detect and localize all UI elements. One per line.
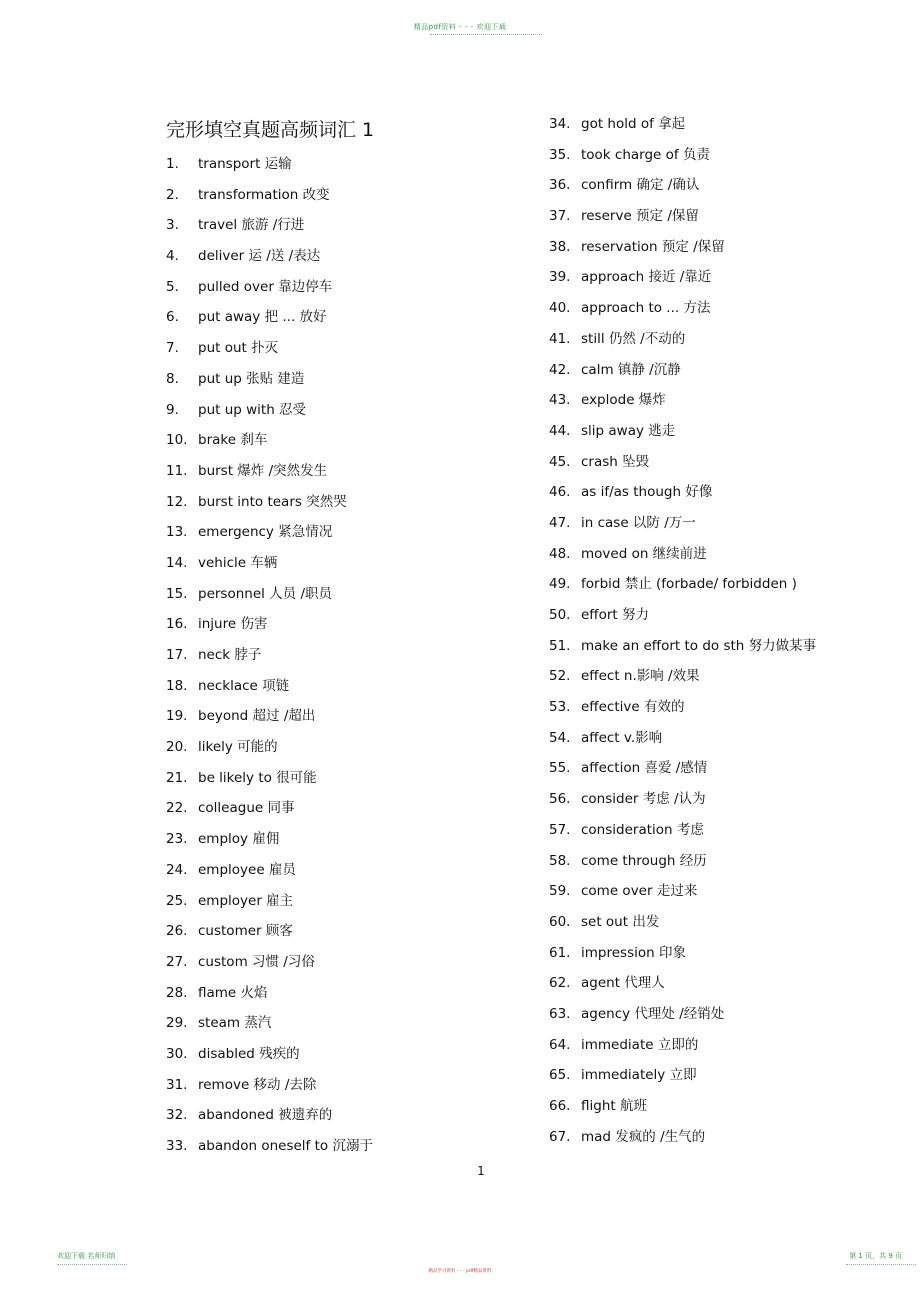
vocab-entry	[549, 851, 816, 882]
entry-number: 54.	[549, 729, 571, 746]
entry-text: crash 坠毁	[581, 453, 650, 470]
entry-number: 57.	[549, 821, 571, 838]
entry-text: explode 爆炸	[581, 392, 666, 409]
entry-text: forbid 禁止 (forbade/ forbidden )	[581, 576, 797, 593]
entry-text: mad 发疯的 /生气的	[581, 1128, 706, 1145]
entry-number: 62.	[549, 975, 571, 992]
entry-text: steam 蒸汽	[198, 1015, 272, 1032]
entry-text: abandon oneself to 沉溺于	[198, 1138, 373, 1154]
entry-text: put up with 忍受	[198, 401, 307, 418]
vocab-entry	[549, 605, 816, 636]
entry-number: 37.	[549, 208, 571, 225]
vocab-entry	[166, 522, 373, 553]
vocab-entry	[549, 482, 816, 513]
entry-number: 25.	[166, 892, 188, 909]
vocab-entry	[549, 267, 816, 298]
entry-number: 63.	[549, 1005, 571, 1022]
entry-number: 24.	[166, 861, 188, 878]
entry-number: 8.	[166, 370, 179, 387]
entry-number: 5.	[166, 278, 179, 295]
entry-text: transport 运输	[198, 156, 292, 172]
entry-text: affection 喜爱 /感情	[581, 760, 708, 777]
entry-number: 3.	[166, 217, 179, 234]
vocab-entry	[166, 676, 373, 707]
entry-text: likely 可能的	[198, 739, 278, 756]
vocab-entry	[549, 329, 816, 360]
vocab-entry	[549, 574, 816, 605]
vocab-entry	[166, 891, 373, 922]
entry-number: 50.	[549, 607, 571, 623]
entry-text: immediate 立即的	[581, 1036, 699, 1053]
entry-number: 43.	[549, 392, 571, 409]
vocab-entry	[549, 1065, 816, 1096]
entry-number: 34.	[549, 116, 571, 132]
vocab-entry	[549, 728, 816, 759]
entry-number: 9.	[166, 401, 179, 418]
vocab-entry	[166, 645, 373, 676]
entry-number: 21.	[166, 769, 188, 786]
vocab-entry	[549, 544, 816, 575]
entry-number: 40.	[549, 300, 571, 317]
entry-number: 22.	[166, 800, 188, 817]
entry-text: slip away 逃走	[581, 422, 676, 439]
entry-number: 42.	[549, 361, 571, 378]
vocab-entry	[166, 185, 373, 216]
vocab-entry	[166, 154, 373, 185]
entry-number: 39.	[549, 269, 571, 286]
entry-text: took charge of 负责	[581, 146, 710, 163]
vocab-entry	[549, 360, 816, 391]
entry-text: affect v.影响	[581, 729, 663, 746]
vocab-entry	[549, 175, 816, 206]
vocab-entry	[549, 1096, 816, 1127]
header-watermark: 精品pdf资料 - - - 欢迎下载	[413, 23, 507, 31]
entry-number: 14.	[166, 554, 188, 571]
entry-text: effect n.影响 /效果	[581, 668, 700, 685]
entry-text: necklace 项链	[198, 677, 290, 694]
entry-number: 48.	[549, 545, 571, 562]
entry-text: agency 代理处 /经销处	[581, 1005, 725, 1022]
entry-number: 35.	[549, 146, 571, 163]
entry-text: brake 刹车	[198, 432, 268, 449]
vocab-entry	[166, 492, 373, 523]
vocab-entry	[166, 798, 373, 829]
vocab-entry	[166, 921, 373, 952]
entry-text: emergency 紧急情况	[198, 524, 333, 541]
vocab-entry	[166, 1105, 373, 1136]
vocab-entry	[166, 1136, 373, 1167]
entry-text: burst into tears 突然哭	[198, 493, 347, 510]
vocab-list-right	[549, 114, 816, 1157]
vocab-entry	[549, 758, 816, 789]
vocab-entry	[166, 1013, 373, 1044]
vocab-entry	[549, 666, 816, 697]
entry-text: put out 扑灭	[198, 340, 279, 357]
entry-number: 44.	[549, 422, 571, 439]
vocab-entry	[549, 390, 816, 421]
entry-text: colleague 同事	[198, 800, 295, 817]
entry-number: 31.	[166, 1076, 188, 1093]
vocab-entry	[549, 206, 816, 237]
entry-text: come over 走过来	[581, 883, 698, 900]
entry-text: immediately 立即	[581, 1067, 697, 1084]
entry-text: employee 雇员	[198, 861, 296, 878]
vocab-entry	[549, 513, 816, 544]
page-number: 1	[477, 1164, 485, 1178]
vocab-entry	[549, 145, 816, 176]
entry-number: 29.	[166, 1015, 188, 1032]
entry-number: 64.	[549, 1036, 571, 1053]
entry-text: moved on 继续前进	[581, 545, 707, 562]
entry-number: 47.	[549, 514, 571, 531]
entry-number: 17.	[166, 647, 188, 663]
entry-number: 1.	[166, 156, 179, 172]
entry-number: 2.	[166, 186, 179, 203]
entry-text: personnel 人员 /职员	[198, 585, 333, 602]
entry-text: beyond 超过 /超出	[198, 708, 316, 725]
entry-text: travel 旅游 /行进	[198, 217, 305, 234]
entry-text: customer 顾客	[198, 923, 293, 940]
entry-text: impression 印象	[581, 944, 686, 961]
entry-number: 52.	[549, 668, 571, 685]
vocab-entry	[166, 369, 373, 400]
entry-number: 16.	[166, 616, 188, 633]
entry-number: 60.	[549, 913, 571, 930]
entry-text: burst 爆炸 /突然发生	[198, 462, 328, 479]
entry-text: consider 考虑 /认为	[581, 791, 706, 808]
entry-text: reservation 预定 /保留	[581, 238, 725, 255]
vocab-entry	[166, 553, 373, 584]
entry-text: put away 把 ... 放好	[198, 309, 327, 326]
vocab-entry	[549, 973, 816, 1004]
entry-text: flame 火焰	[198, 984, 268, 1001]
footer-center-watermark: 精品学习资料 - - - pdf精品资料	[428, 1269, 492, 1274]
entry-text: approach to ... 方法	[581, 300, 711, 317]
vocab-entry	[166, 706, 373, 737]
vocab-entry	[549, 1127, 816, 1158]
footer-left-watermark: 欢迎下载 名师归纳	[57, 1252, 116, 1260]
vocab-entry	[549, 820, 816, 851]
vocab-entry	[166, 215, 373, 246]
entry-number: 30.	[166, 1045, 188, 1062]
entry-text: still 仍然 /不动的	[581, 330, 686, 347]
entry-text: transformation 改变	[198, 186, 330, 203]
entry-number: 55.	[549, 760, 571, 777]
entry-text: abandoned 被遗弃的	[198, 1107, 333, 1124]
vocab-entry	[549, 881, 816, 912]
vocab-entry	[166, 338, 373, 369]
vocab-entry	[549, 1035, 816, 1066]
vocab-entry	[166, 461, 373, 492]
entry-text: calm 镇静 /沉静	[581, 361, 681, 378]
entry-number: 32.	[166, 1107, 188, 1124]
vocab-entry	[549, 943, 816, 974]
entry-number: 13.	[166, 524, 188, 541]
entry-number: 18.	[166, 677, 188, 694]
entry-text: neck 脖子	[198, 647, 262, 663]
vocab-entry	[549, 114, 816, 145]
entry-number: 19.	[166, 708, 188, 725]
entry-text: confirm 确定 /确认	[581, 177, 700, 194]
entry-text: disabled 残疾的	[198, 1045, 300, 1062]
vocab-entry	[166, 1075, 373, 1106]
entry-text: got hold of 拿起	[581, 116, 686, 132]
entry-text: custom 习惯 /习俗	[198, 953, 315, 970]
vocab-entry	[166, 614, 373, 645]
vocab-entry	[549, 912, 816, 943]
entry-text: effort 努力	[581, 607, 650, 623]
vocab-entry	[166, 430, 373, 461]
entry-number: 27.	[166, 953, 188, 970]
vocab-entry	[549, 697, 816, 728]
vocab-entry	[549, 298, 816, 329]
entry-number: 59.	[549, 883, 571, 900]
vocab-entry	[549, 421, 816, 452]
entry-text: reserve 预定 /保留	[581, 208, 699, 225]
vocab-entry	[166, 829, 373, 860]
entry-text: make an effort to do sth 努力做某事	[581, 637, 817, 654]
entry-text: employ 雇佣	[198, 831, 280, 848]
entry-number: 51.	[549, 637, 571, 654]
entry-text: consideration 考虑	[581, 821, 704, 838]
entry-number: 65.	[549, 1067, 571, 1084]
vocab-entry	[166, 277, 373, 308]
vocab-entry	[166, 584, 373, 615]
entry-text: come through 经历	[581, 852, 707, 869]
vocab-entry	[166, 860, 373, 891]
entry-number: 46.	[549, 484, 571, 501]
entry-text: approach 接近 /靠近	[581, 269, 712, 286]
entry-number: 4.	[166, 248, 179, 265]
entry-number: 49.	[549, 576, 571, 593]
vocab-entry	[166, 400, 373, 431]
entry-number: 23.	[166, 831, 188, 848]
entry-text: remove 移动 /去除	[198, 1076, 317, 1093]
vocab-entry	[166, 737, 373, 768]
entry-number: 11.	[166, 462, 188, 479]
entry-number: 56.	[549, 791, 571, 808]
vocab-entry	[166, 768, 373, 799]
entry-number: 6.	[166, 309, 179, 326]
entry-text: employer 雇主	[198, 892, 294, 909]
vocab-entry	[166, 983, 373, 1014]
entry-number: 7.	[166, 340, 179, 357]
entry-number: 67.	[549, 1128, 571, 1145]
entry-number: 66.	[549, 1098, 571, 1114]
entry-number: 41.	[549, 330, 571, 347]
entry-text: vehicle 车辆	[198, 554, 278, 571]
entry-text: deliver 运 /送 /表达	[198, 248, 321, 265]
entry-number: 58.	[549, 852, 571, 869]
vocab-list-left	[166, 154, 373, 1167]
page-title: 完形填空真题高频词汇 1	[166, 119, 375, 141]
entry-number: 10.	[166, 432, 188, 449]
entry-number: 15.	[166, 585, 188, 602]
entry-text: in case 以防 /万一	[581, 514, 696, 531]
vocab-entry	[549, 237, 816, 268]
vocab-entry	[166, 1044, 373, 1075]
entry-text: injure 伤害	[198, 616, 268, 633]
entry-number: 45.	[549, 453, 571, 470]
entry-number: 26.	[166, 923, 188, 940]
entry-number: 36.	[549, 177, 571, 194]
entry-number: 12.	[166, 493, 188, 510]
entry-text: set out 出发	[581, 913, 660, 930]
entry-number: 61.	[549, 944, 571, 961]
entry-text: flight 航班	[581, 1098, 647, 1114]
entry-number: 20.	[166, 739, 188, 756]
entry-text: agent 代理人	[581, 975, 665, 992]
vocab-entry	[166, 952, 373, 983]
vocab-entry	[549, 1004, 816, 1035]
footer-right-dotted-line	[846, 1264, 916, 1265]
vocab-entry	[549, 636, 816, 667]
footer-left-dotted-line	[57, 1264, 127, 1265]
entry-text: put up 张贴 建造	[198, 370, 305, 387]
entry-text: effective 有效的	[581, 699, 685, 716]
entry-number: 53.	[549, 699, 571, 716]
entry-number: 28.	[166, 984, 188, 1001]
vocab-entry	[166, 246, 373, 277]
header-dotted-line	[430, 34, 542, 37]
entry-number: 38.	[549, 238, 571, 255]
footer-page-count: 第 1 页，共 9 页	[849, 1252, 902, 1260]
entry-text: be likely to 很可能	[198, 769, 317, 786]
vocab-entry	[549, 452, 816, 483]
entry-number: 33.	[166, 1138, 188, 1154]
vocab-entry	[549, 789, 816, 820]
entry-text: as if/as though 好像	[581, 484, 713, 501]
vocab-entry	[166, 307, 373, 338]
entry-text: pulled over 靠边停车	[198, 278, 333, 295]
